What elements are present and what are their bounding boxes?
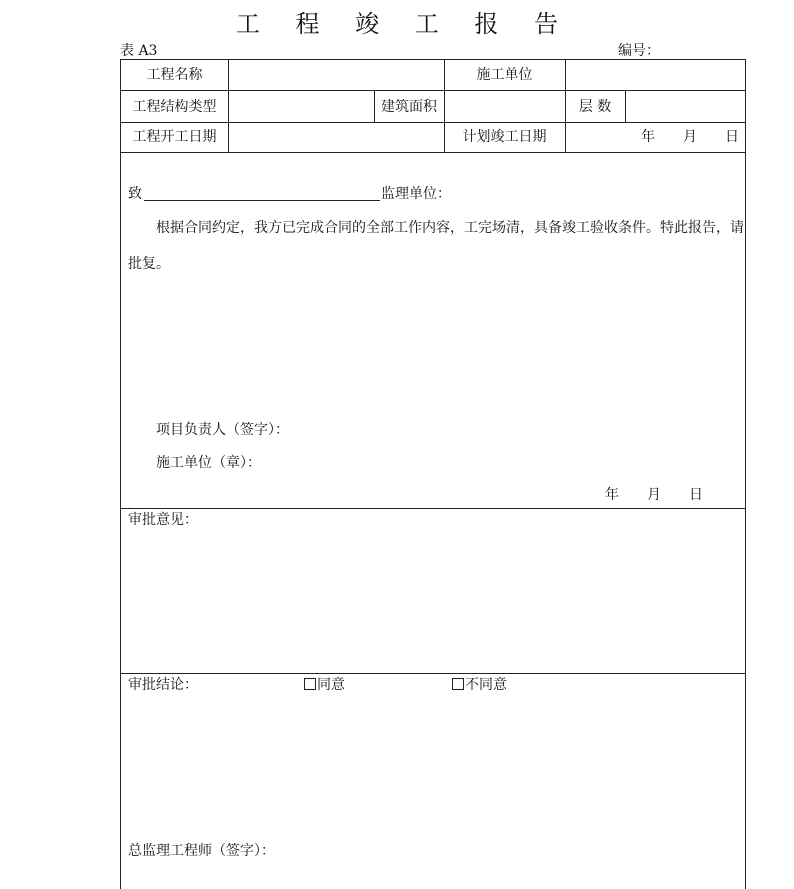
row-divider [121, 122, 745, 123]
section-divider [121, 508, 745, 509]
col-divider [565, 60, 566, 90]
col-divider [228, 122, 229, 152]
serial-number-label: 编号： [618, 43, 660, 59]
report-body-line-2: 批复。 [128, 256, 170, 272]
col-divider [565, 122, 566, 152]
form-code: 表 A3 [120, 43, 158, 59]
structure-type-label: 工程结构类型 [132, 99, 217, 115]
project-name-label: 工程名称 [146, 67, 203, 83]
disagree-option[interactable] [452, 677, 507, 693]
report-date-label: 年 月 日 [605, 487, 703, 503]
addressee-suffix: 监理单位： [381, 186, 451, 202]
agree-option[interactable] [304, 677, 345, 693]
contractor-label: 施工单位 [476, 67, 533, 83]
page-title: 工 程 竣 工 报 告 [235, 10, 573, 38]
planned-completion-date-field[interactable]: 年 月 日 [641, 129, 739, 145]
disagree-checkbox[interactable] [452, 678, 464, 690]
start-date-label: 工程开工日期 [132, 129, 217, 145]
section-divider [121, 673, 745, 674]
floors-label: 层 数 [578, 99, 612, 115]
row-divider [121, 90, 745, 91]
disagree-label: 不同意 [465, 677, 507, 693]
col-divider [444, 90, 445, 122]
review-conclusion-label: 审批结论： [128, 677, 198, 693]
planned-completion-label: 计划竣工日期 [462, 129, 547, 145]
report-body-line-1: 根据合同约定，我方已完成合同的全部工作内容，工完场清，具备竣工验收条件。特此报告，请 [156, 220, 744, 236]
agree-checkbox[interactable] [304, 678, 316, 690]
col-divider [228, 90, 229, 122]
building-area-label: 建筑面积 [381, 99, 437, 115]
col-divider [625, 90, 626, 122]
manager-signature-label: 项目负责人（签字）： [156, 422, 289, 438]
contractor-seal-label: 施工单位（章）： [156, 455, 261, 471]
supervision-unit-blank[interactable] [144, 184, 380, 201]
agree-label: 同意 [317, 677, 345, 693]
chief-supervisor-signature-label: 总监理工程师（签字）： [128, 843, 275, 859]
report-form [120, 59, 746, 889]
review-opinion-label: 审批意见： [128, 512, 198, 528]
row-divider [121, 152, 745, 153]
col-divider [228, 60, 229, 90]
addressee-prefix: 致 [128, 186, 142, 202]
addressee-line [128, 176, 451, 212]
